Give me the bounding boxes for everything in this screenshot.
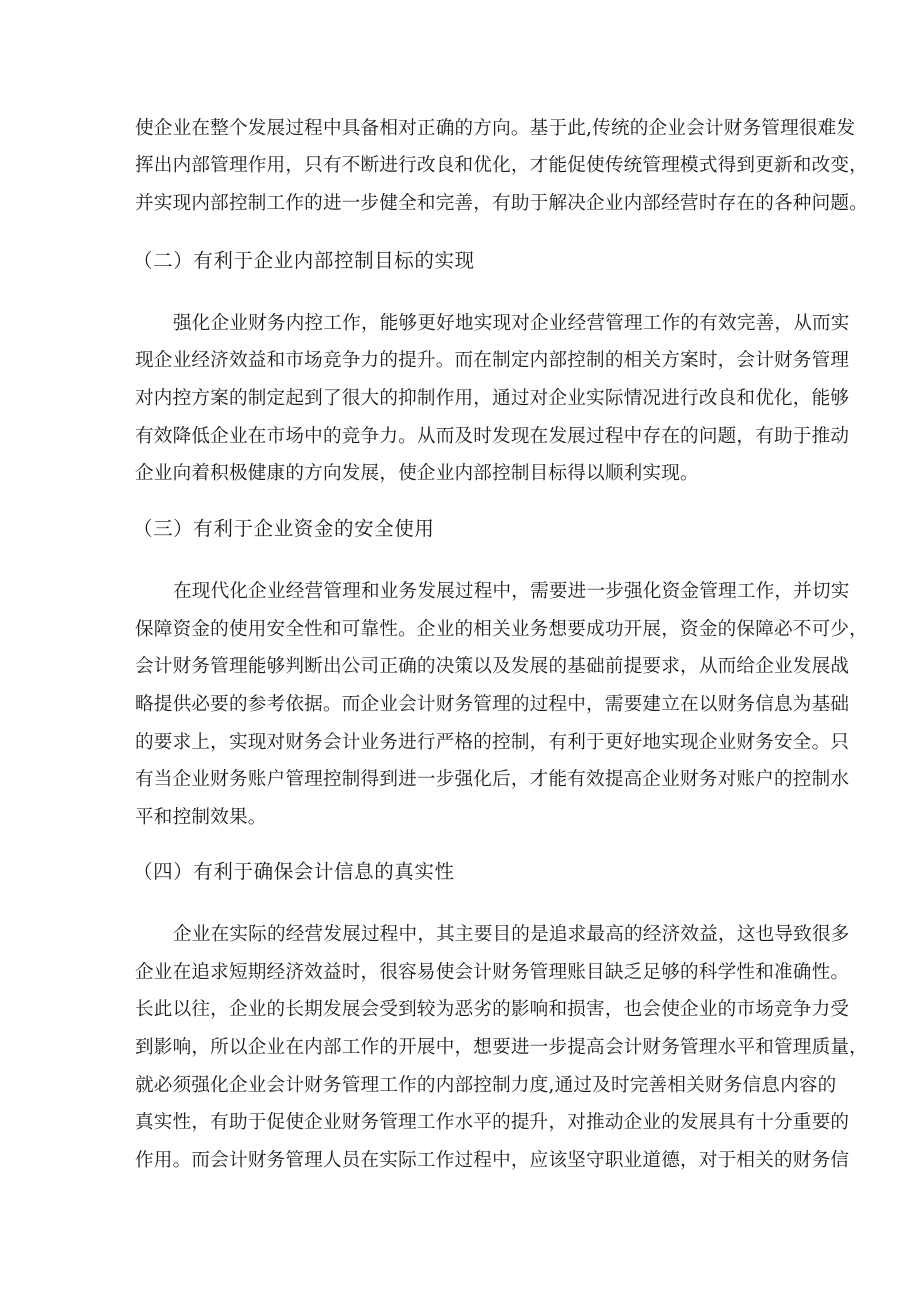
paragraph-line: 并实现内部控制工作的进一步健全和完善，有助于解决企业内部经营时存在的各种问题。 [135, 193, 868, 214]
section-heading: （二）有利于企业内部控制目标的实现 [133, 249, 475, 272]
paragraph-line: 保障资金的使用安全性和可靠性。企业的相关业务想要成功开展，资金的保障必不可少， [135, 619, 868, 640]
paragraph-line: 挥出内部管理作用，只有不断进行改良和优化，才能促使传统管理模式得到更新和改变， [135, 155, 868, 176]
paragraph-line: 长此以往，企业的长期发展会受到较为恶劣的影响和损害，也会使企业的市场竞争力受 [135, 999, 850, 1020]
paragraph-line: 强化企业财务内控工作，能够更好地实现对企业经营管理工作的有效完善，从而实 [173, 313, 850, 334]
paragraph-line: 有当企业财务账户管理控制得到进一步强化后，才能有效提高企业财务对账户的控制水 [135, 769, 850, 790]
paragraph-line: 的要求上，实现对财务会计业务进行严格的控制，有利于更好地实现企业财务安全。只 [135, 732, 850, 753]
paragraph-line: 企业向着积极健康的方向发展，使企业内部控制目标得以顺利实现。 [135, 463, 699, 484]
paragraph-line: 有效降低企业在市场中的竞争力。从而及时发现在发展过程中存在的问题，有助于推动 [135, 426, 850, 447]
section-heading: （四）有利于确保会计信息的真实性 [133, 860, 455, 883]
paragraph-line: 企业在追求短期经济效益时，很容易使会计财务管理账目缺乏足够的科学性和准确性。 [135, 962, 850, 983]
paragraph-line: 现企业经济效益和市场竞争力的提升。而在制定内部控制的相关方案时，会计财务管理 [135, 350, 850, 371]
paragraph-line: 到影响，所以企业在内部工作的开展中，想要进一步提高会计财务管理水平和管理质量， [135, 1037, 868, 1058]
paragraph-line: 平和控制效果。 [135, 807, 267, 828]
paragraph-line: 作用。而会计财务管理人员在实际工作过程中，应该坚守职业道德，对于相关的财务信 [135, 1150, 850, 1171]
paragraph-line: 对内控方案的制定起到了很大的抑制作用，通过对企业实际情况进行改良和优化，能够 [135, 388, 850, 409]
section-heading: （三）有利于企业资金的安全使用 [133, 517, 435, 540]
paragraph-line: 真实性，有助于促使企业财务管理工作水平的提升，对推动企业的发展具有十分重要的 [135, 1112, 850, 1133]
paragraph-line: 在现代化企业经营管理和业务发展过程中，需要进一步强化资金管理工作，并切实 [173, 581, 850, 602]
paragraph-line: 使企业在整个发展过程中具备相对正确的方向。基于此,传统的企业会计财务管理很难发 [135, 118, 856, 139]
paragraph-line: 企业在实际的经营发展过程中，其主要目的是追求最高的经济效益，这也导致很多 [173, 924, 850, 945]
paragraph-line: 就必须强化企业会计财务管理工作的内部控制力度,通过及时完善相关财务信息内容的 [135, 1075, 837, 1096]
paragraph-line: 会计财务管理能够判断出公司正确的决策以及发展的基础前提要求，从而给企业发展战 [135, 656, 850, 677]
paragraph-line: 略提供必要的参考依据。而企业会计财务管理的过程中，需要建立在以财务信息为基础 [135, 694, 850, 715]
